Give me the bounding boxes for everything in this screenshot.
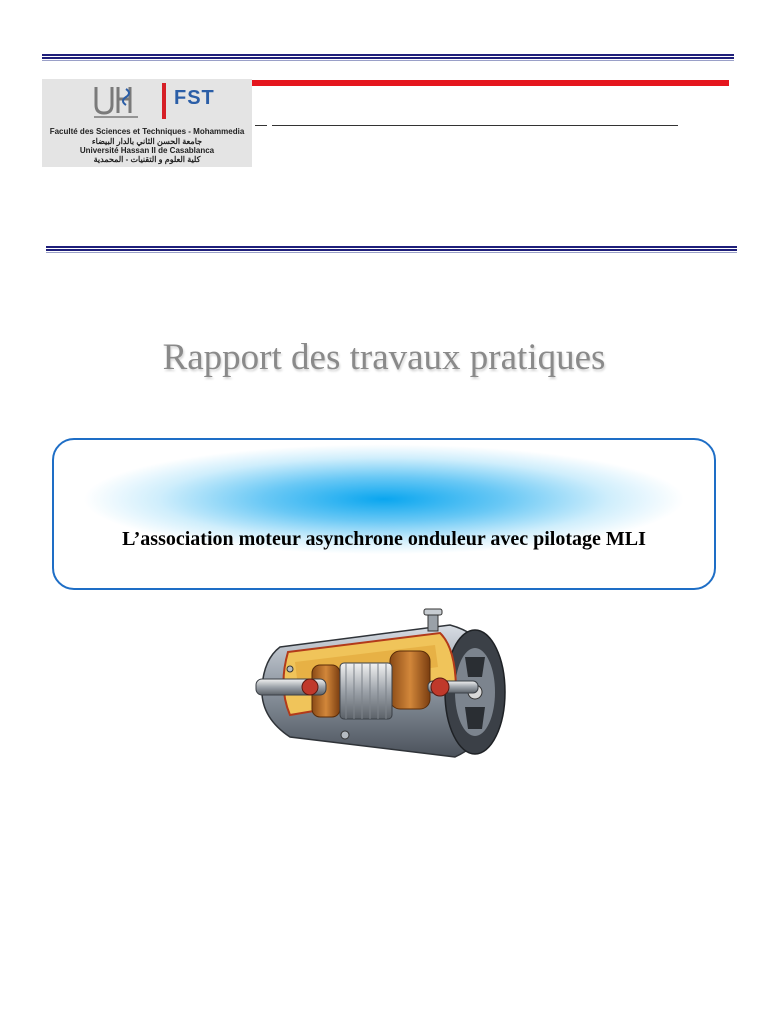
logo-line-arabic-university: جامعة الحسن الثاني بالدار البيضاء — [91, 137, 203, 146]
middle-double-rule — [46, 246, 737, 253]
logo-line-arabic-faculty: كلية العلوم و التقنيات - المحمدية — [93, 155, 201, 164]
logo-brand: FST — [174, 87, 215, 109]
report-title: Rapport des travaux pratiques — [162, 337, 606, 378]
logo-red-bar — [162, 83, 166, 119]
subject-text: L’association moteur asynchrone onduleur avec pilotage MLI — [122, 528, 646, 550]
electric-motor-cutaway-icon — [250, 607, 520, 759]
logo-line-faculty: Faculté des Sciences et Techniques - Mohammedia — [49, 127, 245, 136]
header-red-bar — [252, 80, 729, 86]
logo-line-university: Université Hassan II de Casablanca — [79, 146, 215, 155]
header-thin-dash — [255, 125, 267, 126]
header-thin-line — [272, 125, 678, 126]
uh2c-logo-icon — [92, 83, 140, 123]
fst-logo — [42, 79, 252, 167]
subject-box — [52, 438, 716, 590]
top-double-rule — [42, 54, 734, 61]
